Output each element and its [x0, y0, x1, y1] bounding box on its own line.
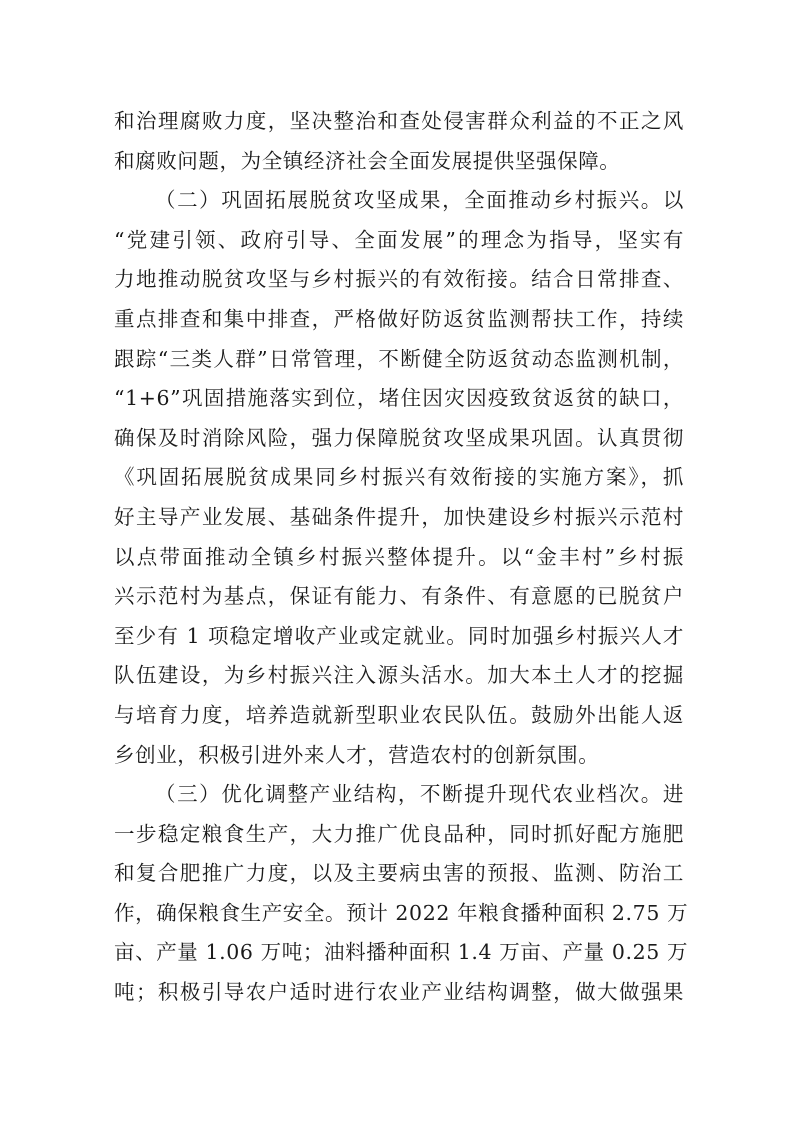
text-line: 队伍建设，为乡村振兴注入源头活水。加大本土人才的挖掘 — [114, 663, 684, 688]
text-line: 与培育力度，培养造就新型职业农民队伍。鼓励外出能人返 — [114, 702, 684, 727]
text-line: （二）巩固拓展脱贫攻坚成果，全面推动乡村振兴。以 — [155, 188, 684, 213]
text-line: 跟踪“三类人群”日常管理，不断健全防返贫动态监测机制， — [114, 346, 684, 371]
text-line: 兴示范村为基点，保证有能力、有条件、有意愿的已脱贫户 — [114, 584, 684, 609]
text-line: 重点排查和集中排查，严格做好防返贫监测帮扶工作，持续 — [114, 306, 684, 331]
text-line: 和治理腐败力度，坚决整治和查处侵害群众利益的不正之风 — [114, 109, 684, 133]
text-line: （三）优化调整产业结构，不断提升现代农业档次。进 — [155, 782, 684, 807]
text-line: “1+6”巩固措施落实到位，堵住因灾因疫致贫返贫的缺口， — [114, 386, 684, 411]
text-line: 《巩固拓展脱贫成果同乡村振兴有效衔接的实施方案》，抓 — [114, 465, 684, 490]
document-body — [114, 102, 689, 1013]
text-line: 乡创业，积极引进外来人才，营造农村的创新氛围。 — [114, 742, 600, 767]
text-line: 亩、产量 1.06 万吨；油料播种面积 1.4 万亩、产量 0.25 万 — [114, 940, 689, 965]
text-line: 至少有 1 项稳定增收产业或定就业。同时加强乡村振兴人才 — [114, 623, 684, 648]
text-line: 力地推动脱贫攻坚与乡村振兴的有效衔接。结合日常排查、 — [114, 267, 684, 292]
text-line: “党建引领、政府引导、全面发展”的理念为指导，坚实有 — [114, 227, 684, 252]
text-line: 一步稳定粮食生产，大力推广优良品种，同时抓好配方施肥 — [114, 821, 684, 846]
text-line: 和复合肥推广力度，以及主要病虫害的预报、监测、防治工 — [114, 861, 684, 886]
text-line: 好主导产业发展、基础条件提升，加快建设乡村振兴示范村 — [114, 504, 684, 529]
text-line: 确保及时消除风险，强力保障脱贫攻坚成果巩固。认真贯彻 — [114, 425, 684, 450]
text-line: 吨；积极引导农户适时进行农业产业结构调整，做大做强果 — [114, 980, 684, 1005]
text-line: 以点带面推动全镇乡村振兴整体提升。以“金丰村”乡村振 — [114, 544, 684, 569]
text-line: 和腐败问题，为全镇经济社会全面发展提供坚强保障。 — [114, 148, 621, 173]
text-line: 作，确保粮食生产安全。预计 2022 年粮食播种面积 2.75 万 — [114, 900, 689, 925]
